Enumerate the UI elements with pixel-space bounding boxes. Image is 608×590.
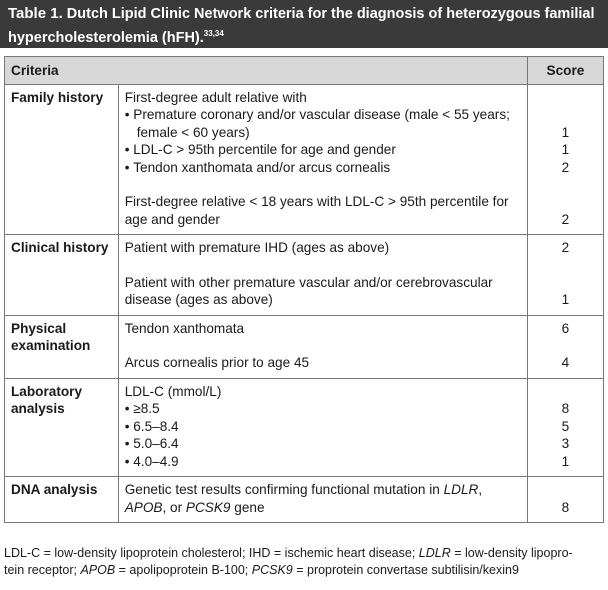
category-physical-examination xyxy=(5,315,119,378)
criteria-dna-analysis xyxy=(118,477,527,523)
criteria-text: , or xyxy=(162,499,186,515)
footnote-text: = proprotein convertase subtilisin/kexin9 xyxy=(292,563,519,577)
criteria-text: Patient with premature IHD (ages as above) xyxy=(124,240,390,255)
table-row-laboratory-analysis xyxy=(5,378,604,477)
score-value: 5 xyxy=(561,418,570,434)
score-clinical-history xyxy=(527,235,603,316)
gene-name: LDLR xyxy=(443,482,479,497)
bullet-item: • 4.0–4.9 xyxy=(125,453,521,471)
table-label: Table 1. xyxy=(8,5,63,22)
score-laboratory-analysis xyxy=(527,378,603,477)
criteria-text: First-degree adult relative with xyxy=(124,89,307,105)
bullet-item: • Premature coronary and/or vascular disease (male < 55 years; xyxy=(125,106,521,124)
gene-name: PCSK9 xyxy=(251,563,293,577)
criteria-table xyxy=(4,56,604,523)
reference-superscript: 33,34 xyxy=(203,29,224,38)
gene-name: APOB xyxy=(124,499,163,515)
category-line: analysis xyxy=(11,401,65,416)
category-line: Physical xyxy=(11,320,67,336)
criteria-text: Genetic test results confirming functional mutation in xyxy=(124,482,444,497)
bullet-item: • 6.5–8.4 xyxy=(125,418,521,436)
category-laboratory-analysis xyxy=(5,378,119,477)
category-clinical-history: Clinical history xyxy=(5,235,119,316)
criteria-text: Patient with other premature vascular and/or cerebrovascular xyxy=(124,274,493,290)
table-row-clinical-history xyxy=(5,235,604,316)
category-family-history: Family history xyxy=(5,84,119,235)
footnote-text: = apolipoprotein B-100; xyxy=(115,563,252,577)
score-value: 3 xyxy=(561,436,570,451)
criteria-family-history xyxy=(118,84,527,235)
table-header-row xyxy=(5,57,604,85)
table-row-physical-examination xyxy=(5,315,604,378)
score-value: 1 xyxy=(561,453,570,469)
criteria-text: , xyxy=(478,482,483,497)
header-criteria: Criteria xyxy=(5,57,528,85)
bullet-item: • LDL-C > 95th percentile for age and gender xyxy=(125,141,521,159)
table-footnote xyxy=(4,545,608,579)
score-value: 1 xyxy=(561,292,570,307)
bullet-item: • ≥8.5 xyxy=(125,400,521,418)
footnote-text: LDL-C = low-density lipoprotein cholesterol; IHD = ischemic heart disease; xyxy=(4,546,419,560)
table-row-dna-analysis xyxy=(5,477,604,523)
criteria-text: Arcus cornealis prior to age 45 xyxy=(124,355,310,370)
score-value: 2 xyxy=(561,159,570,175)
category-line: examination xyxy=(11,338,91,353)
table-caption: Dutch Lipid Clinic Network criteria for the diagnosis of heterozygous familial hypercholesterolemia (hFH). xyxy=(8,6,595,46)
gene-name: LDLR xyxy=(418,546,451,560)
bullet-item: • Tendon xanthomata and/or arcus cornealis xyxy=(125,159,521,177)
category-line: Laboratory xyxy=(11,383,83,399)
bullet-continuation: female < 60 years) xyxy=(136,124,250,140)
table-row-family-history xyxy=(5,84,604,235)
score-family-history xyxy=(527,84,603,235)
gene-name: APOB xyxy=(80,563,116,577)
criteria-text: gene xyxy=(230,499,265,515)
score-physical-examination xyxy=(527,315,603,378)
footnote-text: tein receptor; xyxy=(4,563,81,577)
criteria-clinical-history xyxy=(118,235,527,316)
score-dna-analysis xyxy=(527,477,603,523)
score-value: 8 xyxy=(561,401,570,416)
score-value: 2 xyxy=(561,240,570,255)
bullet-item: • 5.0–6.4 xyxy=(125,435,521,453)
criteria-text: disease (ages as above) xyxy=(124,292,273,307)
score-value: 1 xyxy=(561,142,570,157)
score-value: 6 xyxy=(561,320,570,336)
criteria-physical-examination xyxy=(118,315,527,378)
header-score: Score xyxy=(527,57,603,85)
footnote-text: = low-density lipopro- xyxy=(450,546,573,560)
criteria-text: First-degree relative < 18 years with LDL-C > 95th percentile for xyxy=(124,194,509,209)
gene-name: PCSK9 xyxy=(185,499,231,515)
criteria-text: age and gender xyxy=(124,211,220,227)
category-dna-analysis: DNA analysis xyxy=(5,477,119,523)
criteria-laboratory-analysis xyxy=(118,378,527,477)
score-value: 2 xyxy=(561,211,570,227)
score-value: 8 xyxy=(561,499,570,515)
table-title xyxy=(0,0,608,48)
criteria-text: LDL-C (mmol/L) xyxy=(124,383,222,399)
score-value: 1 xyxy=(561,124,570,140)
score-value: 4 xyxy=(561,355,570,370)
criteria-text: Tendon xanthomata xyxy=(124,320,245,336)
